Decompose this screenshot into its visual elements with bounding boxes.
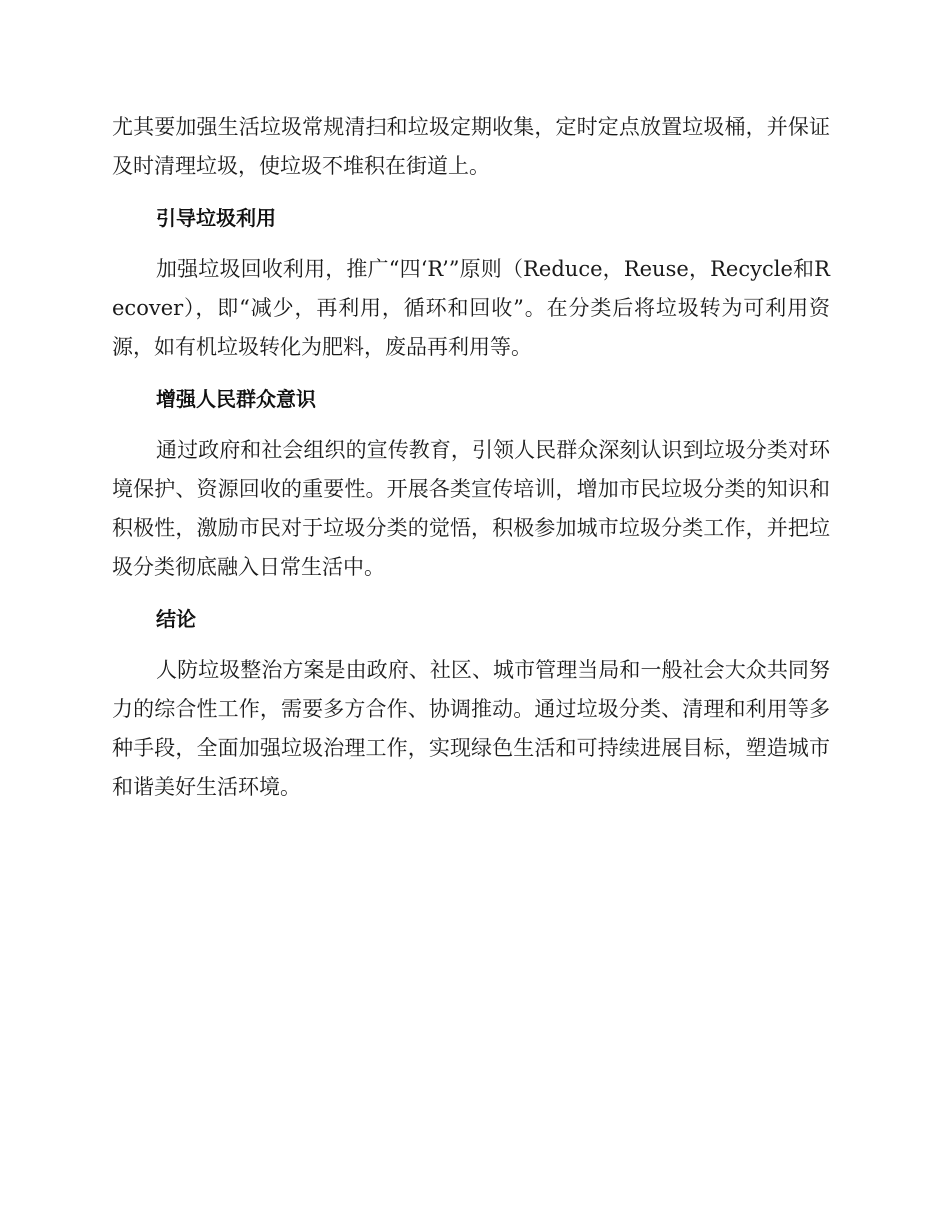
section-heading-garbage-utilization: 引导垃圾利用	[156, 206, 276, 230]
body-paragraph-public-awareness: 通过政府和社会组织的宣传教育，引领人民群众深刻认识到垃圾分类对环境保护、资源回收的重要性。开展各类宣传培训，增加市民垃圾分类的知识和积极性，激励市民对于垃圾分类的觉悟，积极参加城市垃圾分类工作，并把垃圾分类彻底融入日常生活中。	[112, 438, 830, 579]
body-paragraph-garbage-utilization: 加强垃圾回收利用，推广“四‘R’”原则（Reduce，Reuse，Recycle和Recover），即“减少，再利用，循环和回收”。在分类后将垃圾转为可利用资源，如有机垃圾转化为肥料，废品再利用等。	[112, 257, 830, 359]
document-body	[112, 108, 830, 807]
body-paragraph-continued: 尤其要加强生活垃圾常规清扫和垃圾定期收集，定时定点放置垃圾桶，并保证及时清理垃圾，使垃圾不堆积在街道上。	[112, 115, 830, 178]
section-heading-public-awareness: 增强人民群众意识	[156, 387, 316, 411]
section-heading-conclusion: 结论	[156, 607, 196, 631]
body-paragraph-conclusion: 人防垃圾整治方案是由政府、社区、城市管理当局和一般社会大众共同努力的综合性工作，需要多方合作、协调推动。通过垃圾分类、清理和利用等多种手段，全面加强垃圾治理工作，实现绿色生活和可持续进展目标，塑造城市和谐美好生活环境。	[112, 658, 830, 799]
